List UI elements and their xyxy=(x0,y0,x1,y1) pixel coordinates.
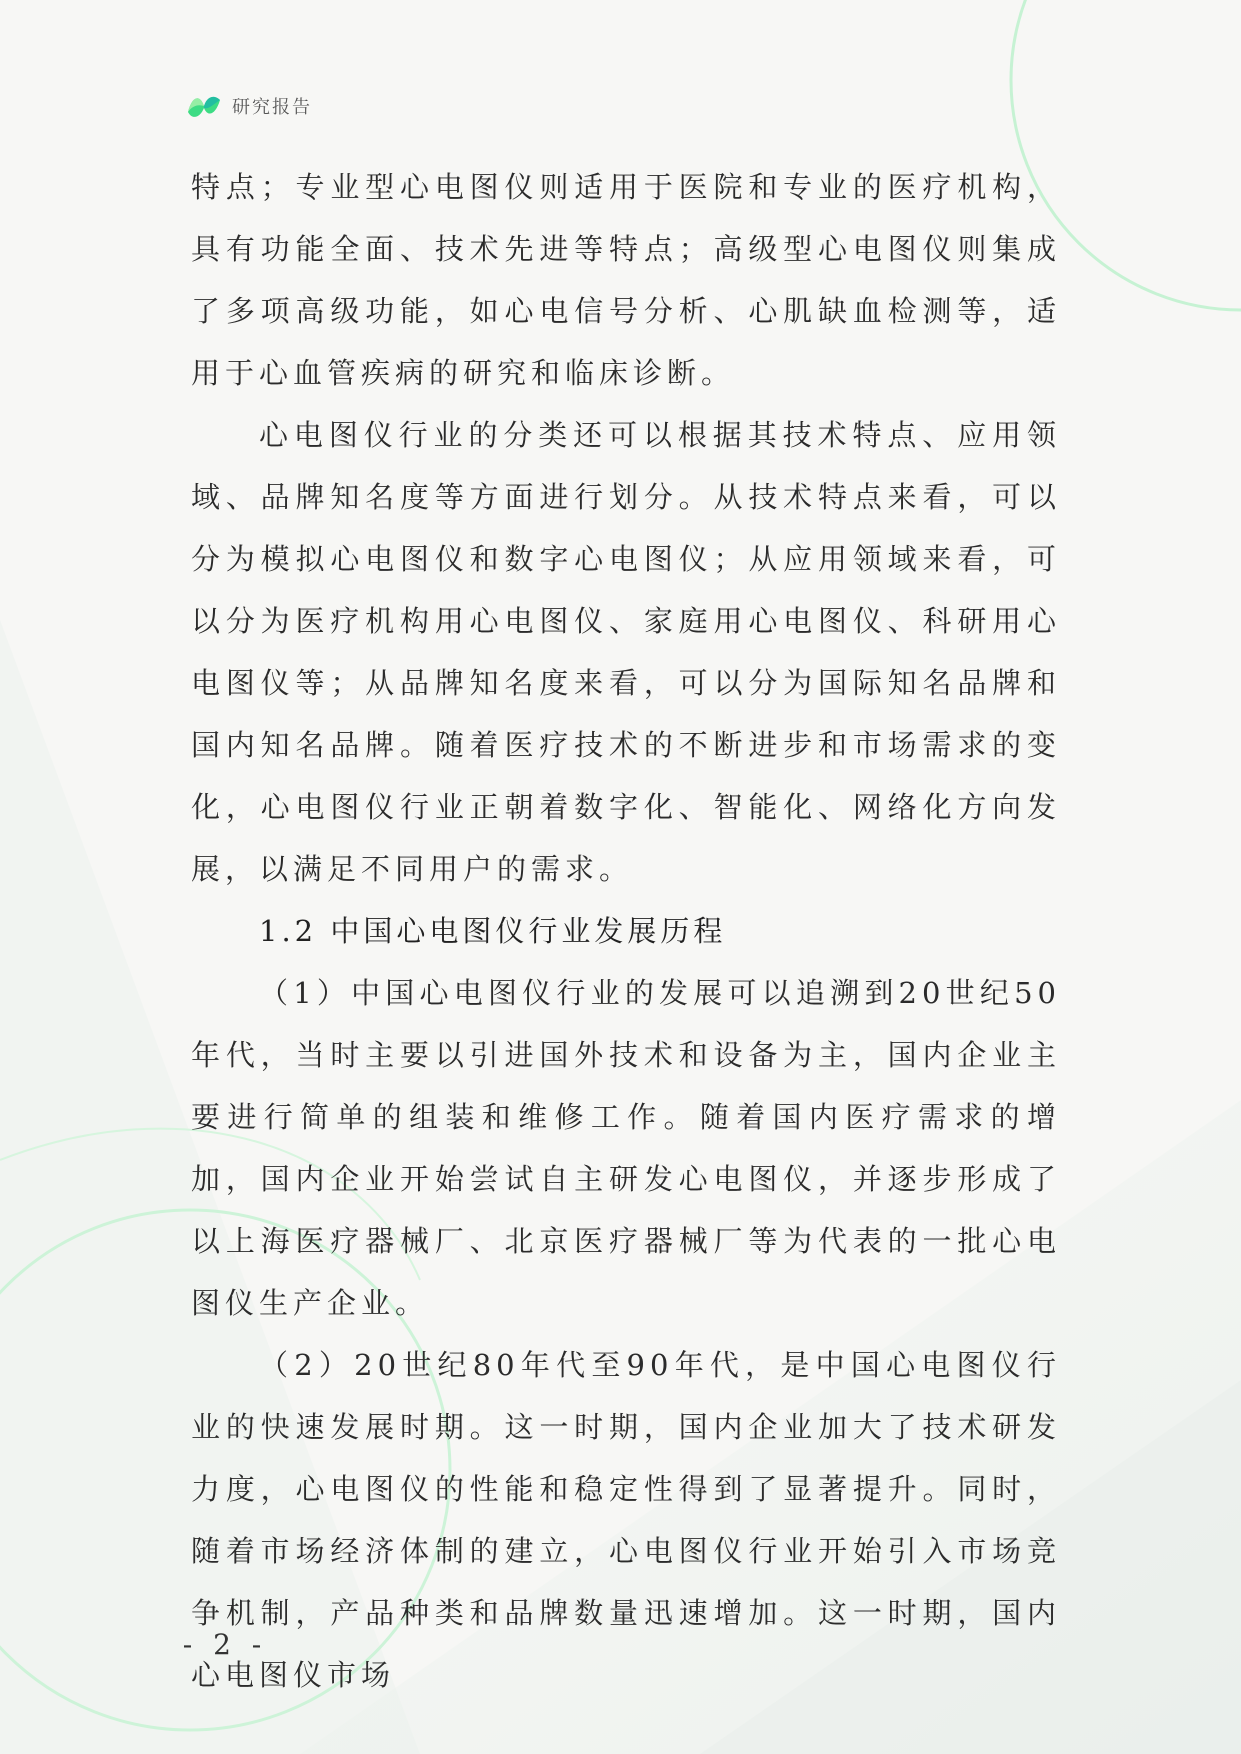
paragraph: 心电图仪行业的分类还可以根据其技术特点、应用领域、品牌知名度等方面进行划分。从技术特点来看，可以分为模拟心电图仪和数字心电图仪；从应用领域来看，可以分为医疗机构用心电图仪、家庭用心电图仪、科研用心电图仪等；从品牌知名度来看，可以分为国际知名品牌和国内知名品牌。随着医疗技术的不断进步和市场需求的变化，心电图仪行业正朝着数字化、智能化、网络化方向发展，以满足不同用户的需求。 xyxy=(191,418,1061,886)
page-number: - 2 - xyxy=(182,1628,268,1661)
header-title: 研究报告 xyxy=(232,97,312,118)
paragraph: （2）20世纪80年代至90年代，是中国心电图仪行业的快速发展时期。这一时期，国内企业加大了技术研发力度，心电图仪的性能和稳定性得到了显著提升。同时，随着市场经济体制的建立，心电图仪行业开始引入市场竞争机制，产品种类和品牌数量迅速增加。这一时期，国内心电图仪市场 xyxy=(191,1348,1061,1692)
paragraph: 特点；专业型心电图仪则适用于医院和专业的医疗机构，具有功能全面、技术先进等特点；高级型心电图仪则集成了多项高级功能，如心电信号分析、心肌缺血检测等，适用于心血管疾病的研究和临床诊断。 xyxy=(191,170,1061,390)
page-header xyxy=(186,88,312,124)
paragraph: （1）中国心电图仪行业的发展可以追溯到20世纪50年代，当时主要以引进国外技术和设备为主，国内企业主要进行简单的组装和维修工作。随着国内医疗需求的增加，国内企业开始尝试自主研发心电图仪，并逐步形成了以上海医疗器械厂、北京医疗器械厂等为代表的一批心电图仪生产企业。 xyxy=(191,976,1061,1320)
brand-logo-icon xyxy=(186,90,222,122)
section-heading: 1.2 中国心电图仪行业发展历程 xyxy=(259,914,727,948)
document-body xyxy=(191,156,1061,1706)
